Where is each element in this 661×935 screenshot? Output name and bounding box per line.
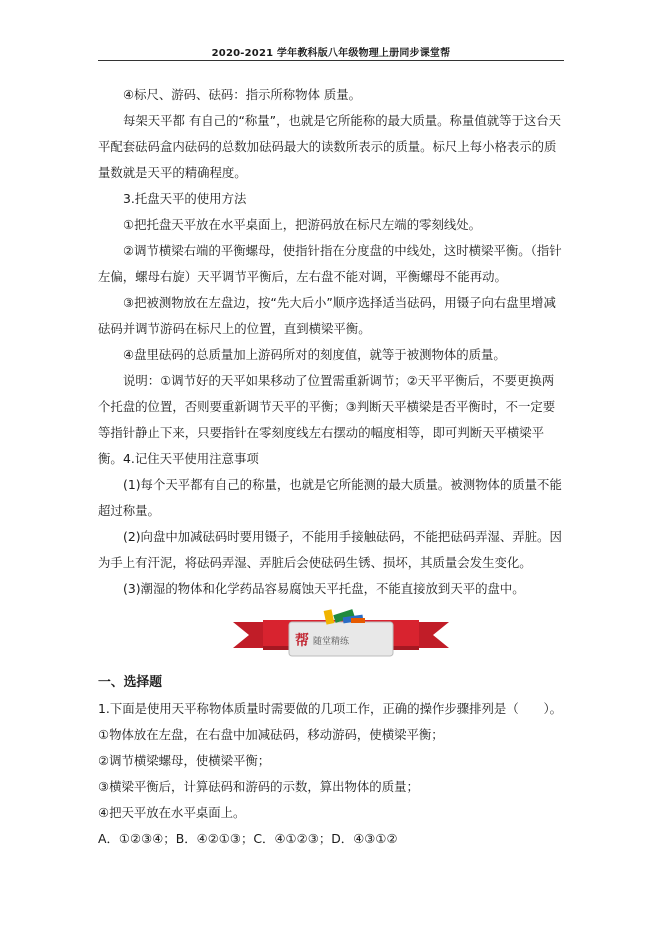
paragraph-step-4: ④盘里砝码的总质量加上游码所对的刻度值，就等于被测物体的质量。 [123, 347, 506, 362]
heading-usage-method: 3.托盘天平的使用方法 [123, 191, 247, 206]
paragraph-step-2: ②调节横梁右端的平衡螺母，使指针指在分度盘的中线处，这时横梁平衡。（指针左偏，螺母右旋）天平调节平衡后，左右盘不能对调，平衡螺母不能再动。 [98, 243, 562, 284]
exercise-options: A．①②③④；B．④②①③；C．④①②③；D．④③①② [98, 831, 398, 846]
paragraph-scale-parts: ④标尺、游码、砝码：指示所称物体 质量。 [123, 87, 362, 102]
page-header: 2020-2021 学年教科版八年级物理上册同步课堂帮 [211, 48, 451, 59]
books-icon [324, 609, 365, 625]
paragraph-notes: 说明：①调节好的天平如果移动了位置需重新调节；②天平平衡后，不要更换两个托盘的位置，否则要重新调节天平的平衡；③判断天平横梁是否平衡时，不一定要等指针静止下来，只要指针在零刻度线左右摆动的幅度相等，即可判断天平横梁平衡。 [98, 373, 556, 466]
heading-precautions: 4.记住天平使用注意事项 [123, 451, 259, 466]
paragraph-step-1: ①把托盘天平放在水平桌面上，把游码放在标尺左端的零刻线处。 [123, 217, 482, 232]
exercise-step: ②调节横梁螺母，使横梁平衡； [98, 753, 271, 768]
exercise-step: ③横梁平衡后，计算砝码和游码的示数，算出物体的质量； [98, 779, 419, 794]
exercise-section-title: 一、选择题 [98, 675, 162, 690]
paragraph-capacity: 每架天平都 有自己的“称量”，也就是它所能称的最大质量。称量值就等于这台天平配套砝码盒内砝码的总数加砝码最大的读数所表示的质量。标尺上每小格表示的质量数就是天平的精确程度。 [98, 113, 562, 180]
paragraph-precaution-1: (1)每个天平都有自己的称量，也就是它所能测的最大质量。被测物体的质量不能超过称量。 [98, 477, 562, 518]
practice-banner [233, 608, 449, 662]
paragraph-precaution-2: (2)向盘中加减砝码时要用镊子，不能用手接触砝码，不能把砝码弄湿、弄脏。因为手上有汗泥，将砝码弄湿、弄脏后会使砝码生锈、损坏，其质量会发生变化。 [98, 529, 562, 570]
banner-label: 随堂精练 [313, 637, 350, 647]
paragraph-precaution-3: (3)潮湿的物体和化学药品容易腐蚀天平托盘，不能直接放到天平的盘中。 [123, 581, 525, 596]
paragraph-step-3: ③把被测物放在左盘边，按“先大后小”顺序选择适当砝码，用镊子向右盘里增减砝码并调节游码在标尺上的位置，直到横梁平衡。 [98, 295, 556, 336]
banner-glyph: 帮 [295, 633, 309, 649]
exercise-step: ④把天平放在水平桌面上。 [98, 805, 246, 820]
header-rule [98, 60, 564, 61]
exercise-question: 1.下面是使用天平称物体质量时需要做的几项工作，正确的操作步骤排列是（ ）。 [98, 701, 563, 716]
exercise-step: ①物体放在左盘，在右盘中加减砝码，移动游码，使横梁平衡； [98, 727, 444, 742]
